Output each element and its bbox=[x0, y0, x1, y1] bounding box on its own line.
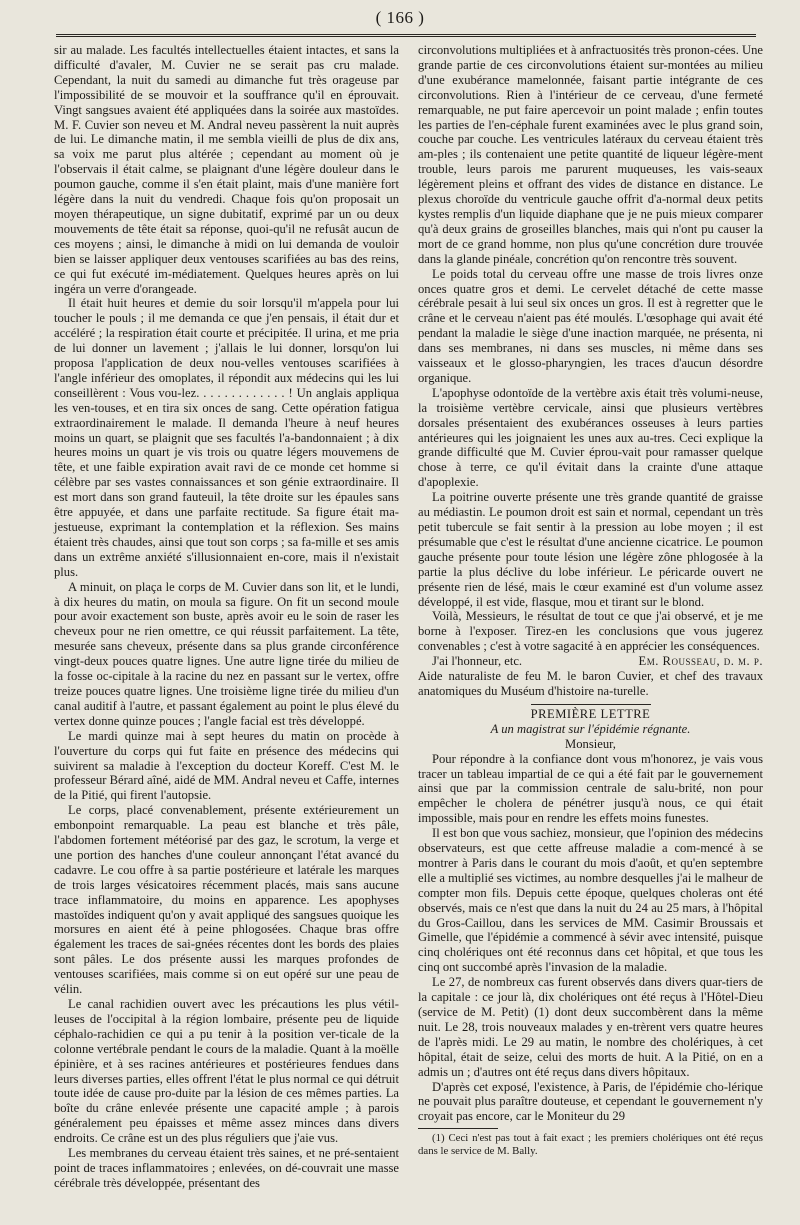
left-paragraph: Le corps, placé convenablement, présente extérieurement un embonpoint remarquable. La peau est blanche et très pâle, l'abdomen fortement météorisé par des gaz, le scrotum, la verge et une portion des hanches d'une couleur annonçant l'état avancé du cadavre. Le cou offre à sa partie postérieure et latérale les marques de trois larges vésicatoires récemment placés, mais sans aucune trace inflammatoire, du moins en apparence. Les apophyses mastoïdes indiquent qu'on y avait appliqué des sangsues quoique les morsures en aient été à peine phlogosées. Chaque bras offre également les traces de sai-gnées récentes dont les bords des plaies sont pâles. Le dos présente aussi les marques profondes de ventouses scarifiées, mais comme si on eut opéré sur une peau de vélin. bbox=[54, 803, 399, 997]
letter-subheading: A un magistrat sur l'épidémie régnante. bbox=[490, 721, 691, 736]
signature-name: Em. Rousseau, d. m. p. bbox=[638, 654, 763, 669]
footnote-divider bbox=[418, 1128, 498, 1129]
letter-paragraph: Il est bon que vous sachiez, monsieur, que l'opinion des médecins observateurs, est que cette affreuse maladie a com-mencé à se montrer à Paris dans le courant du mois d'août, et qu'en septembre elle a multiplié ses victimes, au nombre desquelles j'ai le malheur de compter mon fils. Depuis cette époque, quelques choleras ont été observés, mais ce n'est que dans la nuit du 24 au 25 mars, à l'hôpital du Gros-Caillou, dans les services de MM. Casimir Broussais et Gimelle, que l'épidémie a commencé à sévir avec intensité, puisque cinq cholériques ont été reconnus dans cet hôpital, et que tous les cinq ont succombé après l'invasion de la maladie. bbox=[418, 826, 763, 975]
left-column bbox=[54, 43, 399, 1191]
right-paragraph: Voilà, Messieurs, le résultat de tout ce que j'ai observé, et je me borne à l'exposer. Tirez-en les conclusions que vous jugerez convenables ; c'est à votre sagacité à en apprécier les conséquences. bbox=[418, 609, 763, 654]
left-paragraph: A minuit, on plaça le corps de M. Cuvier dans son lit, et le lundi, à dix heures du matin, on moula sa figure. On fit un second moule pour avoir exactement son buste, après avoir eu le soin de raser les cheveux pour ne rien omettre, ce qui réussit parfaitement. La tête, mesurée sans cheveux, présente dans sa plus grande circonférence vingt-deux pouces quatre lignes. Une autre ligne tirée du milieu de la fosse oc-cipitale à la racine du nez en passant sur le vertex, offre treize pouces quatre lignes. Une troisième ligne tirée du milieu d'un canal auditif à l'autre, et passant également au point le plus élevé du vertex donne quinze pouces ; l'angle facial est très développé. bbox=[54, 579, 399, 728]
page-number: ( 166 ) bbox=[375, 8, 425, 27]
letter-salutation: Monsieur, bbox=[565, 736, 616, 751]
closing-formula: J'ai l'honneur, etc. bbox=[432, 654, 523, 669]
right-paragraph: circonvolutions multipliées et à anfractuosités très pronon-cées. Une grande partie de ces circonvolutions étaient sur-montées au milieu d'une exubérance mamelonnée, faisant partie intégrante de ces circonvolutions. Rien à l'intérieur de ce cerveau, d'une fermeté remarquable, ne put faire apercevoir un point malade ; enfin toutes les parties de l'en-céphale furent examinées avec le plus grand soin, couche par couche. Les ventricules latéraux du cerveau étaient très am-ples ; ils contenaient une petite quantité de liqueur légère-ment trouble, leurs parois me parurent muqueuses, les vais-seaux légèrement pleins et offrant des vides de distance en distance. Le plexus choroïde du ventricule gauche offrit d'a-normal deux petits kystes remplis d'un liquide diaphane que je ne puis mieux comparer qu'à deux grains de groseilles blanches, mais qui n'ont pu causer la mort de ce grand homme, non plus qu'une concrétion dure trouvée dans la glande pinéale, concrétion qu'on rencontre très souvent. bbox=[418, 43, 763, 266]
left-paragraph: Le mardi quinze mai à sept heures du matin on procède à l'ouverture du corps qui fut faite en présence des médecins qui suivirent sa maladie à l'exception du docteur Koreff. C'est M. le professeur Bérard aîné, aidé de MM. Andral neveu et Caffe, internes de la Pitié, qui firent l'autopsie. bbox=[54, 728, 399, 803]
letter-paragraph: Pour répondre à la confiance dont vous m'honorez, je vais vous tracer un tableau impartial de ce qui a été fait par le gouvernement ainsi que par la commission centrale de salu-brité, non pour empêcher le cholera de pénétrer jusqu'à nous, ce qui était impossible, mais pour en rendre les effets moins funestes. bbox=[418, 751, 763, 826]
letter-paragraph: Le 27, de nombreux cas furent observés dans divers quar-tiers de la capitale : ce jour là, dix cholériques ont été reçus à l'Hôtel-Dieu (service de M. Petit) (1) dont deux succombèrent dans la même nuit. Le 28, trois nouveaux malades y en-trèrent vers quatre heures de l'après midi. Le 29 au matin, le nombre des cholériques, à cet hôpital, était de seize, celui des morts de huit. A la Pitié, on en a admis un ; d'autres ont été reçus dans divers hôpitaux. bbox=[418, 975, 763, 1079]
left-paragraph: Les membranes du cerveau étaient très saines, et ne pré-sentaient point de traces inflammatoires ; enlevées, on dé-couvrait une masse cérébrale très développée, présentant des bbox=[54, 1146, 399, 1190]
right-paragraph: Le poids total du cerveau offre une masse de trois livres onze onces quatre gros et demi. Le cervelet détaché de cette masse cérébrale pesait à lui seul six onces un gros. Il est à regretter que le crâne et le cerveau n'aient pas été moulés. L'œsophage qui avait été pendant la maladie le siège d'une inaction marquée, ne présenta, ni dans ses membranes, ni dans ses muscles, ni même dans ses vaisseaux et le glosso-pharyngien, les traces d'aucun désordre organique. bbox=[418, 266, 763, 385]
footnote: (1) Ceci n'est pas tout à fait exact ; les premiers cholériques ont été reçus dans le service de M. Bally. bbox=[418, 1132, 763, 1157]
signature-role: Aide naturaliste de feu M. le baron Cuvier, et chef des travaux anatomiques du Muséum d'histoire na-turelle. bbox=[418, 669, 763, 698]
right-column bbox=[418, 43, 763, 1157]
left-paragraph: Il était huit heures et demie du soir lorsqu'il m'appela pour lui toucher le pouls ; il me demanda ce que j'en pensais, il était dur et accéléré ; la respiration était courte et précipitée. Il urina, et me pria de lui donner un lavement ; j'allais le lui donner, lorsqu'on lui proposa l'application de deux nou-velles ventouses scarifiées à l'angle inférieur des omoplates, il répondit aux médecins qui les lui conseillèrent : Vous vou-lez. . . . . . . . . . . . . ! Un anglais appliqua les ven-touses, et en tira six onces de sang. Cette opération fatigua extraordinairement le malade. Il demanda l'heure à neuf heures moins un quart, se plaignit que ses facultés l'a-bandonnaient ; à dix heures moins un quart je vis trois ou quatre légers mouvemens de tête, et une faible expiration avait ravi de ce monde cet homme si célèbre par ses vastes connaissances et son génie extraordinaire. Il est mort dans son grand fauteuil, la tête droite sur les épaules sans être appuyée, et dans une parfaite rectitude. Sa figure était ma-jestueuse, exprimant la contemplation et la réflexion. Ses mains étaient très chaudes, ainsi que tout son corps ; sa fa-mille et ses amis dans un extrême anxiété s'illusionnaient en-core, mais il n'existait plus. bbox=[54, 296, 399, 579]
section-divider bbox=[531, 704, 651, 705]
left-paragraph: Le canal rachidien ouvert avec les précautions les plus vétil-leuses de l'occipital à la région lombaire, présente peu de liquide céphalo-rachidien ce qui a pu tenir à la position ver-ticale de la colonne vertébrale pendant le cours de la maladie. Quant à la moëlle épinière, et à ses racines antérieures et postérieures fendues dans leurs diverses parties, elles offrent l'état le plus normal ce qui détruit toute idée de cause pro-duite par la lésion de ces mêmes parties. La boîte du crâne enlevée présente une capacité ample ; à parois généralement peu épaisses et même assez minces dans divers endroits. Ce crâne est un des plus réguliers que j'aie vus. bbox=[54, 997, 399, 1146]
header-rule bbox=[56, 34, 756, 37]
letter-heading: PREMIÈRE LETTRE bbox=[530, 706, 651, 721]
right-paragraph: La poitrine ouverte présente une très grande quantité de graisse au médiastin. Le poumon droit est sain et normal, cependant un très petit tubercule se fait sentir à la pression au lobe moyen ; il est présumable que c'est le résultat d'une ancienne cicatrice. Le poumon gauche présente pour toute lésion une légère zône phlogosée à la partie la plus déclive du lobe inférieur. Le péricarde ouvert ne présente rien de lésé, mais le cœur examiné est d'un volume assez développé, il est vide, flasque, mou et tirant sur le blond. bbox=[418, 490, 763, 609]
letter-paragraph: D'après cet exposé, l'existence, à Paris, de l'épidémie cho-lérique ne pouvait plus paraître douteuse, et cependant le gouvernement n'y croyait pas encore, car le Moniteur du 29 bbox=[418, 1079, 763, 1124]
signature-line bbox=[418, 654, 763, 669]
right-paragraph: L'apophyse odontoïde de la vertèbre axis était très volumi-neuse, la troisième vertèbre cervicale, ainsi que plusieurs vertèbres dorsales présentaient des exubérances osseuses à leurs parties antérieures qui les joignaient les unes aux au-tres. Ceci explique la grande difficulté que M. Cuvier éprou-vait pour ramasser quelque chose à terre, ce qu'il évitait dans la crainte d'une attaque d'apoplexie. bbox=[418, 385, 763, 490]
left-paragraph: sir au malade. Les facultés intellectuelles étaient intactes, et sans la difficulté d'avaler, M. Cuvier ne se serait pas cru malade. Cependant, la nuit du samedi au dimanche fut très orageuse par l'impossibilité de se mouvoir et la souffrance qu'il en éprouvait. Vingt sangsues avaient été appliquées dans la soirée aux mastoïdes. M. F. Cuvier son neveu et M. Andral neveu passèrent la nuit auprès de lui. Le dimanche matin, il me sembla vieilli de plus de dix ans, sa voix me parut plus altérée ; cependant au moment où je l'observais il était calme, se plaignant d'une légère douleur dans le poumon gauche, comme il s'en était plaint, mais d'une manière fort légère dans la nuit du vendredi. Chaque fois qu'on proposait un moyen thérapeutique, un signe dubitatif, exprimé par un ou deux mouvements de tête était sa réponse, quoi-qu'il ne refusât aucun de ces moyens ; ainsi, le dimanche à midi on lui demanda de vouloir bien se laisser appliquer deux ventouses scarifiées au bas des reins, ce qui fut exécuté im-médiatement. Quelques heures après on lui ingéra un verre d'orangeade. bbox=[54, 43, 399, 296]
